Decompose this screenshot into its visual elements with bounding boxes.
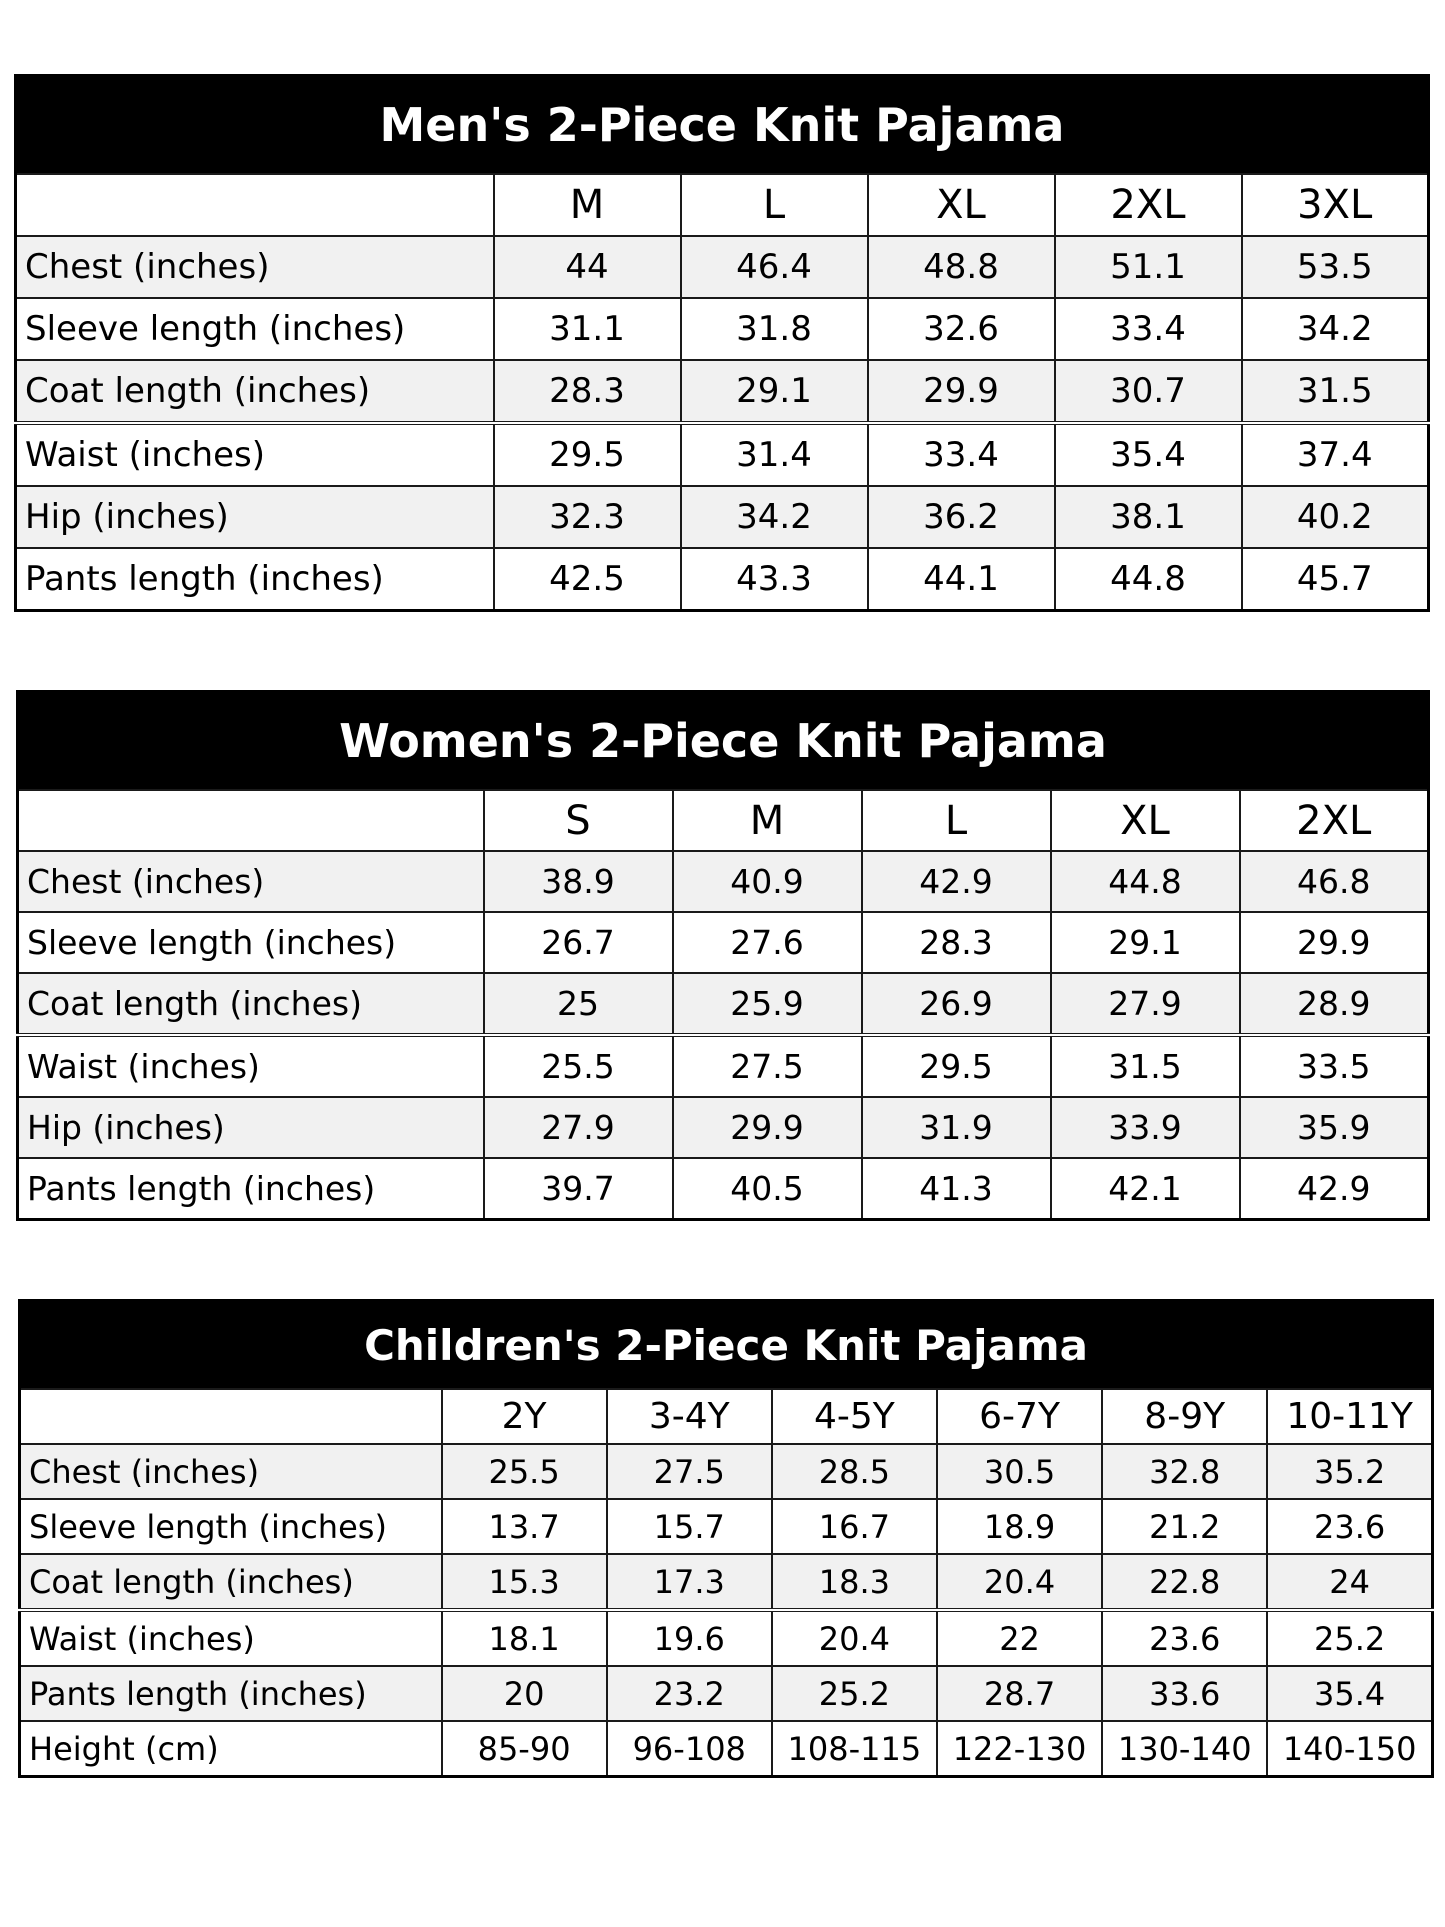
value-cell-2y: 85-90 — [442, 1721, 607, 1777]
value-cell-s: 25 — [484, 973, 673, 1035]
value-cell-4-5y: 16.7 — [772, 1499, 937, 1554]
row-label: Chest (inches) — [18, 851, 484, 912]
table-title: Women's 2-Piece Knit Pajama — [18, 692, 1429, 791]
value-cell-l: 34.2 — [681, 486, 868, 548]
header-corner-cell — [20, 1389, 442, 1444]
row-label: Coat length (inches) — [18, 973, 484, 1035]
value-cell-6-7y: 18.9 — [937, 1499, 1102, 1554]
value-cell-10-11y: 35.4 — [1267, 1666, 1432, 1721]
table-row-sleeve-length-inches — [16, 298, 1429, 360]
size-header-8-9y: 8-9Y — [1102, 1389, 1267, 1444]
value-cell-10-11y: 140-150 — [1267, 1721, 1432, 1777]
size-header-2xl: 2XL — [1240, 790, 1429, 851]
table-row-pants-length-inches — [18, 1158, 1429, 1220]
table-row-height-cm — [20, 1721, 1433, 1777]
value-cell-2y: 18.1 — [442, 1610, 607, 1666]
value-cell-4-5y: 25.2 — [772, 1666, 937, 1721]
value-cell-l: 26.9 — [862, 973, 1051, 1035]
table-row-waist-inches — [18, 1035, 1429, 1097]
value-cell-xl: 48.8 — [868, 236, 1055, 298]
value-cell-4-5y: 18.3 — [772, 1554, 937, 1610]
title-row — [16, 76, 1429, 175]
value-cell-6-7y: 30.5 — [937, 1444, 1102, 1499]
table-row-chest-inches — [16, 236, 1429, 298]
value-cell-10-11y: 24 — [1267, 1554, 1432, 1610]
value-cell-3xl: 31.5 — [1242, 360, 1429, 423]
size-header-2xl: 2XL — [1055, 174, 1242, 236]
size-header-6-7y: 6-7Y — [937, 1389, 1102, 1444]
value-cell-8-9y: 22.8 — [1102, 1554, 1267, 1610]
value-cell-s: 25.5 — [484, 1035, 673, 1097]
size-header-3-4y: 3-4Y — [607, 1389, 772, 1444]
value-cell-m: 31.1 — [494, 298, 681, 360]
value-cell-2xl: 33.4 — [1055, 298, 1242, 360]
value-cell-xl: 36.2 — [868, 486, 1055, 548]
value-cell-10-11y: 23.6 — [1267, 1499, 1432, 1554]
table-row-hip-inches — [18, 1097, 1429, 1158]
value-cell-m: 29.5 — [494, 423, 681, 486]
value-cell-xl: 33.9 — [1051, 1097, 1240, 1158]
value-cell-2xl: 46.8 — [1240, 851, 1429, 912]
size-header-10-11y: 10-11Y — [1267, 1389, 1432, 1444]
value-cell-2y: 15.3 — [442, 1554, 607, 1610]
row-label: Coat length (inches) — [20, 1554, 442, 1610]
value-cell-l: 42.9 — [862, 851, 1051, 912]
table-row-sleeve-length-inches — [20, 1499, 1433, 1554]
value-cell-xl: 42.1 — [1051, 1158, 1240, 1220]
value-cell-8-9y: 130-140 — [1102, 1721, 1267, 1777]
value-cell-4-5y: 108-115 — [772, 1721, 937, 1777]
value-cell-xl: 29.1 — [1051, 912, 1240, 973]
value-cell-xl: 33.4 — [868, 423, 1055, 486]
title-row — [20, 1301, 1433, 1390]
value-cell-8-9y: 21.2 — [1102, 1499, 1267, 1554]
header-corner-cell — [16, 174, 494, 236]
value-cell-3-4y: 15.7 — [607, 1499, 772, 1554]
value-cell-3xl: 37.4 — [1242, 423, 1429, 486]
value-cell-2xl: 51.1 — [1055, 236, 1242, 298]
row-label: Pants length (inches) — [20, 1666, 442, 1721]
value-cell-s: 39.7 — [484, 1158, 673, 1220]
value-cell-m: 25.9 — [673, 973, 862, 1035]
value-cell-2y: 13.7 — [442, 1499, 607, 1554]
value-cell-8-9y: 23.6 — [1102, 1610, 1267, 1666]
row-label: Chest (inches) — [16, 236, 494, 298]
table-row-waist-inches — [16, 423, 1429, 486]
size-header-xl: XL — [1051, 790, 1240, 851]
row-label: Coat length (inches) — [16, 360, 494, 423]
value-cell-xl: 44.1 — [868, 548, 1055, 611]
value-cell-l: 28.3 — [862, 912, 1051, 973]
row-label: Sleeve length (inches) — [18, 912, 484, 973]
value-cell-l: 41.3 — [862, 1158, 1051, 1220]
row-label: Waist (inches) — [18, 1035, 484, 1097]
size-header-row — [18, 790, 1429, 851]
size-header-s: S — [484, 790, 673, 851]
value-cell-3-4y: 27.5 — [607, 1444, 772, 1499]
value-cell-l: 31.4 — [681, 423, 868, 486]
row-label: Hip (inches) — [18, 1097, 484, 1158]
size-header-row — [16, 174, 1429, 236]
row-label: Pants length (inches) — [18, 1158, 484, 1220]
value-cell-2xl: 44.8 — [1055, 548, 1242, 611]
value-cell-l: 46.4 — [681, 236, 868, 298]
table-row-chest-inches — [18, 851, 1429, 912]
value-cell-6-7y: 20.4 — [937, 1554, 1102, 1610]
value-cell-m: 32.3 — [494, 486, 681, 548]
value-cell-6-7y: 22 — [937, 1610, 1102, 1666]
table-row-coat-length-inches — [16, 360, 1429, 423]
size-header-l: L — [681, 174, 868, 236]
value-cell-3-4y: 96-108 — [607, 1721, 772, 1777]
size-header-xl: XL — [868, 174, 1055, 236]
value-cell-m: 42.5 — [494, 548, 681, 611]
value-cell-m: 28.3 — [494, 360, 681, 423]
row-label: Sleeve length (inches) — [20, 1499, 442, 1554]
mens-size-table — [14, 74, 1430, 612]
value-cell-4-5y: 20.4 — [772, 1610, 937, 1666]
value-cell-s: 38.9 — [484, 851, 673, 912]
table-title: Children's 2-Piece Knit Pajama — [20, 1301, 1433, 1390]
value-cell-m: 44 — [494, 236, 681, 298]
value-cell-m: 40.5 — [673, 1158, 862, 1220]
size-header-m: M — [673, 790, 862, 851]
row-label: Waist (inches) — [16, 423, 494, 486]
value-cell-2xl: 33.5 — [1240, 1035, 1429, 1097]
row-label: Waist (inches) — [20, 1610, 442, 1666]
value-cell-l: 29.5 — [862, 1035, 1051, 1097]
size-header-row — [20, 1389, 1433, 1444]
value-cell-xl: 27.9 — [1051, 973, 1240, 1035]
row-label: Height (cm) — [20, 1721, 442, 1777]
size-header-3xl: 3XL — [1242, 174, 1429, 236]
value-cell-2xl: 30.7 — [1055, 360, 1242, 423]
row-label: Pants length (inches) — [16, 548, 494, 611]
value-cell-2xl: 28.9 — [1240, 973, 1429, 1035]
value-cell-6-7y: 122-130 — [937, 1721, 1102, 1777]
value-cell-l: 29.1 — [681, 360, 868, 423]
value-cell-2xl: 35.9 — [1240, 1097, 1429, 1158]
value-cell-2xl: 38.1 — [1055, 486, 1242, 548]
value-cell-l: 31.9 — [862, 1097, 1051, 1158]
value-cell-2xl: 42.9 — [1240, 1158, 1429, 1220]
header-corner-cell — [18, 790, 484, 851]
value-cell-3-4y: 17.3 — [607, 1554, 772, 1610]
table-row-chest-inches — [20, 1444, 1433, 1499]
table-row-sleeve-length-inches — [18, 912, 1429, 973]
table-row-coat-length-inches — [20, 1554, 1433, 1610]
value-cell-l: 31.8 — [681, 298, 868, 360]
value-cell-xl: 32.6 — [868, 298, 1055, 360]
size-header-l: L — [862, 790, 1051, 851]
value-cell-m: 29.9 — [673, 1097, 862, 1158]
womens-size-table — [16, 690, 1430, 1221]
value-cell-8-9y: 33.6 — [1102, 1666, 1267, 1721]
table-row-pants-length-inches — [16, 548, 1429, 611]
value-cell-3-4y: 23.2 — [607, 1666, 772, 1721]
value-cell-s: 27.9 — [484, 1097, 673, 1158]
value-cell-xl: 29.9 — [868, 360, 1055, 423]
row-label: Hip (inches) — [16, 486, 494, 548]
value-cell-l: 43.3 — [681, 548, 868, 611]
value-cell-3xl: 40.2 — [1242, 486, 1429, 548]
value-cell-6-7y: 28.7 — [937, 1666, 1102, 1721]
childrens-size-table — [18, 1299, 1434, 1778]
value-cell-3-4y: 19.6 — [607, 1610, 772, 1666]
value-cell-xl: 31.5 — [1051, 1035, 1240, 1097]
table-row-hip-inches — [16, 486, 1429, 548]
table-row-pants-length-inches — [20, 1666, 1433, 1721]
value-cell-2xl: 29.9 — [1240, 912, 1429, 973]
value-cell-xl: 44.8 — [1051, 851, 1240, 912]
value-cell-10-11y: 25.2 — [1267, 1610, 1432, 1666]
table-title: Men's 2-Piece Knit Pajama — [16, 76, 1429, 175]
size-header-2y: 2Y — [442, 1389, 607, 1444]
value-cell-4-5y: 28.5 — [772, 1444, 937, 1499]
value-cell-10-11y: 35.2 — [1267, 1444, 1432, 1499]
table-row-waist-inches — [20, 1610, 1433, 1666]
size-header-m: M — [494, 174, 681, 236]
value-cell-3xl: 45.7 — [1242, 548, 1429, 611]
value-cell-2y: 25.5 — [442, 1444, 607, 1499]
value-cell-m: 27.5 — [673, 1035, 862, 1097]
row-label: Chest (inches) — [20, 1444, 442, 1499]
value-cell-m: 40.9 — [673, 851, 862, 912]
value-cell-s: 26.7 — [484, 912, 673, 973]
value-cell-3xl: 53.5 — [1242, 236, 1429, 298]
value-cell-m: 27.6 — [673, 912, 862, 973]
value-cell-2y: 20 — [442, 1666, 607, 1721]
title-row — [18, 692, 1429, 791]
value-cell-8-9y: 32.8 — [1102, 1444, 1267, 1499]
row-label: Sleeve length (inches) — [16, 298, 494, 360]
value-cell-3xl: 34.2 — [1242, 298, 1429, 360]
value-cell-2xl: 35.4 — [1055, 423, 1242, 486]
size-header-4-5y: 4-5Y — [772, 1389, 937, 1444]
table-row-coat-length-inches — [18, 973, 1429, 1035]
